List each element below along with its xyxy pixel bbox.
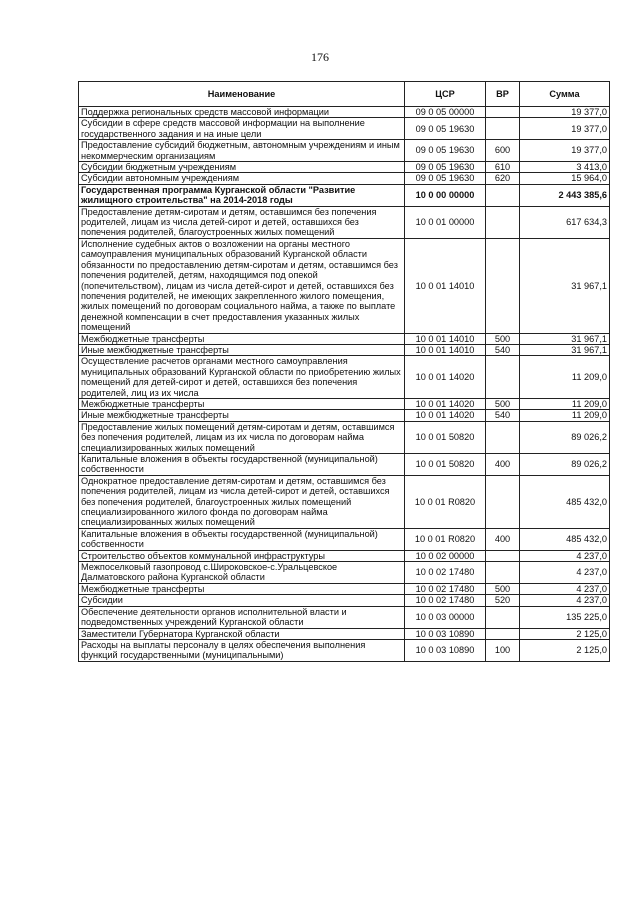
table-row bbox=[79, 475, 610, 528]
table-row bbox=[79, 162, 610, 173]
cell-csr: 10 0 02 17480 bbox=[405, 562, 486, 584]
cell-vr: 500 bbox=[486, 333, 520, 344]
cell-name: Предоставление жилых помещений детям-сиротам и детям, оставшимся без попечения родителей, лицам из их числа по договорам найма специализированных жилых помещений bbox=[79, 421, 405, 453]
table-row bbox=[79, 562, 610, 584]
cell-name: Государственная программа Курганской области "Развитие жилищного строительства" на 2014-2018 годы bbox=[79, 184, 405, 206]
cell-csr: 10 0 01 50820 bbox=[405, 421, 486, 453]
cell-csr: 10 0 01 R0820 bbox=[405, 528, 486, 550]
cell-csr: 10 0 03 00000 bbox=[405, 606, 486, 628]
table-row bbox=[79, 410, 610, 421]
cell-name: Предоставление детям-сиротам и детям, оставшимся без попечения родителей, лицам из числа детей-сирот и детей, оставшихся без попечения родителей, благоустроенных жилых помещений bbox=[79, 206, 405, 238]
cell-csr: 09 0 05 19630 bbox=[405, 162, 486, 173]
table-row bbox=[79, 333, 610, 344]
cell-sum: 4 237,0 bbox=[520, 562, 610, 584]
cell-csr: 10 0 01 14010 bbox=[405, 238, 486, 333]
cell-sum: 617 634,3 bbox=[520, 206, 610, 238]
cell-csr: 10 0 01 14020 bbox=[405, 356, 486, 399]
cell-vr bbox=[486, 562, 520, 584]
cell-vr: 520 bbox=[486, 595, 520, 606]
cell-vr bbox=[486, 550, 520, 561]
cell-sum: 135 225,0 bbox=[520, 606, 610, 628]
cell-sum: 89 026,2 bbox=[520, 454, 610, 476]
cell-vr bbox=[486, 118, 520, 140]
table-row bbox=[79, 628, 610, 639]
cell-name: Поддержка региональных средств массовой информации bbox=[79, 107, 405, 118]
table-row bbox=[79, 118, 610, 140]
cell-csr: 10 0 03 10890 bbox=[405, 628, 486, 639]
cell-name: Субсидии автономным учреждениям bbox=[79, 173, 405, 184]
cell-vr bbox=[486, 628, 520, 639]
budget-table bbox=[78, 81, 610, 662]
cell-csr: 10 0 01 14020 bbox=[405, 410, 486, 421]
table-header-row bbox=[79, 82, 610, 107]
cell-name: Капитальные вложения в объекты государственной (муниципальной) собственности bbox=[79, 454, 405, 476]
cell-csr: 10 0 01 14010 bbox=[405, 333, 486, 344]
cell-vr bbox=[486, 184, 520, 206]
cell-name: Межбюджетные трансферты bbox=[79, 583, 405, 594]
cell-sum: 11 209,0 bbox=[520, 410, 610, 421]
table-row bbox=[79, 184, 610, 206]
cell-sum: 485 432,0 bbox=[520, 528, 610, 550]
cell-name: Субсидии бюджетным учреждениям bbox=[79, 162, 405, 173]
cell-csr: 09 0 05 19630 bbox=[405, 173, 486, 184]
cell-sum: 31 967,1 bbox=[520, 238, 610, 333]
table-row bbox=[79, 356, 610, 399]
cell-name: Заместители Губернатора Курганской области bbox=[79, 628, 405, 639]
cell-sum: 31 967,1 bbox=[520, 333, 610, 344]
table-row bbox=[79, 173, 610, 184]
cell-name: Расходы на выплаты персоналу в целях обеспечения выполнения функций государственными (муниципальными) bbox=[79, 639, 405, 661]
cell-csr: 09 0 05 19630 bbox=[405, 118, 486, 140]
header-vr: ВР bbox=[486, 82, 520, 107]
cell-csr: 10 0 01 14010 bbox=[405, 344, 486, 355]
cell-vr bbox=[486, 206, 520, 238]
cell-vr bbox=[486, 356, 520, 399]
cell-csr: 10 0 01 R0820 bbox=[405, 475, 486, 528]
cell-name: Межбюджетные трансферты bbox=[79, 398, 405, 409]
table-row bbox=[79, 639, 610, 661]
cell-sum: 4 237,0 bbox=[520, 550, 610, 561]
cell-csr: 10 0 03 10890 bbox=[405, 639, 486, 661]
cell-vr: 500 bbox=[486, 398, 520, 409]
cell-sum: 2 125,0 bbox=[520, 628, 610, 639]
cell-sum: 19 377,0 bbox=[520, 140, 610, 162]
cell-csr: 09 0 05 19630 bbox=[405, 140, 486, 162]
cell-sum: 11 209,0 bbox=[520, 356, 610, 399]
table-row bbox=[79, 606, 610, 628]
cell-name: Обеспечение деятельности органов исполнительной власти и подведомственных учреждений Курганской области bbox=[79, 606, 405, 628]
cell-sum: 4 237,0 bbox=[520, 583, 610, 594]
table-row bbox=[79, 344, 610, 355]
cell-vr bbox=[486, 475, 520, 528]
cell-vr bbox=[486, 238, 520, 333]
cell-name: Однократное предоставление детям-сиротам и детям, оставшимся без попечения родителей, лицам из числа детей-сирот и детей, оставшихся без попечения родителей, благоустроенных жилых помещений специализированного жилого фонда по договорам найма специализированных жилых помещений bbox=[79, 475, 405, 528]
cell-csr: 10 0 02 00000 bbox=[405, 550, 486, 561]
cell-vr: 100 bbox=[486, 639, 520, 661]
cell-name: Межбюджетные трансферты bbox=[79, 333, 405, 344]
cell-csr: 10 0 01 14020 bbox=[405, 398, 486, 409]
cell-sum: 89 026,2 bbox=[520, 421, 610, 453]
table-row bbox=[79, 206, 610, 238]
cell-name: Иные межбюджетные трансферты bbox=[79, 410, 405, 421]
table-row bbox=[79, 583, 610, 594]
cell-name: Капитальные вложения в объекты государственной (муниципальной) собственности bbox=[79, 528, 405, 550]
cell-sum: 3 413,0 bbox=[520, 162, 610, 173]
cell-name: Осуществление расчетов органами местного самоуправления муниципальных образований Курганской области по приобретению жилых помещений для детей-сирот и детей, оставшихся без попечения родителей, лиц из их числа bbox=[79, 356, 405, 399]
cell-vr bbox=[486, 107, 520, 118]
cell-vr: 400 bbox=[486, 528, 520, 550]
cell-vr: 540 bbox=[486, 344, 520, 355]
table-row bbox=[79, 238, 610, 333]
table-row bbox=[79, 140, 610, 162]
cell-vr: 500 bbox=[486, 583, 520, 594]
cell-csr: 10 0 01 50820 bbox=[405, 454, 486, 476]
cell-name: Субсидии в сфере средств массовой информации на выполнение государственного задания и на иные цели bbox=[79, 118, 405, 140]
cell-sum: 485 432,0 bbox=[520, 475, 610, 528]
cell-vr: 400 bbox=[486, 454, 520, 476]
table-row bbox=[79, 528, 610, 550]
cell-vr: 620 bbox=[486, 173, 520, 184]
cell-name: Субсидии bbox=[79, 595, 405, 606]
cell-vr bbox=[486, 421, 520, 453]
header-csr: ЦСР bbox=[405, 82, 486, 107]
header-sum: Сумма bbox=[520, 82, 610, 107]
page-number: 176 bbox=[311, 50, 329, 64]
table-row bbox=[79, 421, 610, 453]
cell-sum: 19 377,0 bbox=[520, 118, 610, 140]
cell-sum: 4 237,0 bbox=[520, 595, 610, 606]
cell-sum: 2 125,0 bbox=[520, 639, 610, 661]
cell-csr: 10 0 02 17480 bbox=[405, 583, 486, 594]
table-row bbox=[79, 107, 610, 118]
cell-sum: 19 377,0 bbox=[520, 107, 610, 118]
cell-sum: 31 967,1 bbox=[520, 344, 610, 355]
cell-name: Исполнение судебных актов о возложении на органы местного самоуправления муниципальных образований Курганской области обязанности по предоставлению детям-сиротам и детям, оставшимся без попечения родителей, детям, находящимся под опекой (попечительством), лицам из числа детей-сирот и детей, оставшихся без попечения родителей, не имеющих закрепленного жилого помещения, жилых помещений по договорам социального найма, а также по выплате денежной компенсации в счет предоставления указанных жилых помещений bbox=[79, 238, 405, 333]
cell-sum: 11 209,0 bbox=[520, 398, 610, 409]
cell-vr: 540 bbox=[486, 410, 520, 421]
cell-vr bbox=[486, 606, 520, 628]
cell-csr: 10 0 01 00000 bbox=[405, 206, 486, 238]
table-row bbox=[79, 550, 610, 561]
cell-sum: 15 964,0 bbox=[520, 173, 610, 184]
table-row bbox=[79, 454, 610, 476]
table-row bbox=[79, 398, 610, 409]
cell-vr: 610 bbox=[486, 162, 520, 173]
cell-name: Иные межбюджетные трансферты bbox=[79, 344, 405, 355]
cell-name: Предоставление субсидий бюджетным, автономным учреждениям и иным некоммерческим организациям bbox=[79, 140, 405, 162]
header-name: Наименование bbox=[79, 82, 405, 107]
cell-csr: 10 0 00 00000 bbox=[405, 184, 486, 206]
cell-name: Строительство объектов коммунальной инфраструктуры bbox=[79, 550, 405, 561]
cell-vr: 600 bbox=[486, 140, 520, 162]
cell-sum: 2 443 385,6 bbox=[520, 184, 610, 206]
cell-csr: 09 0 05 00000 bbox=[405, 107, 486, 118]
cell-csr: 10 0 02 17480 bbox=[405, 595, 486, 606]
cell-name: Межпоселковый газопровод с.Широковское-с.Уральцевское Далматовского района Курганской области bbox=[79, 562, 405, 584]
table-row bbox=[79, 595, 610, 606]
